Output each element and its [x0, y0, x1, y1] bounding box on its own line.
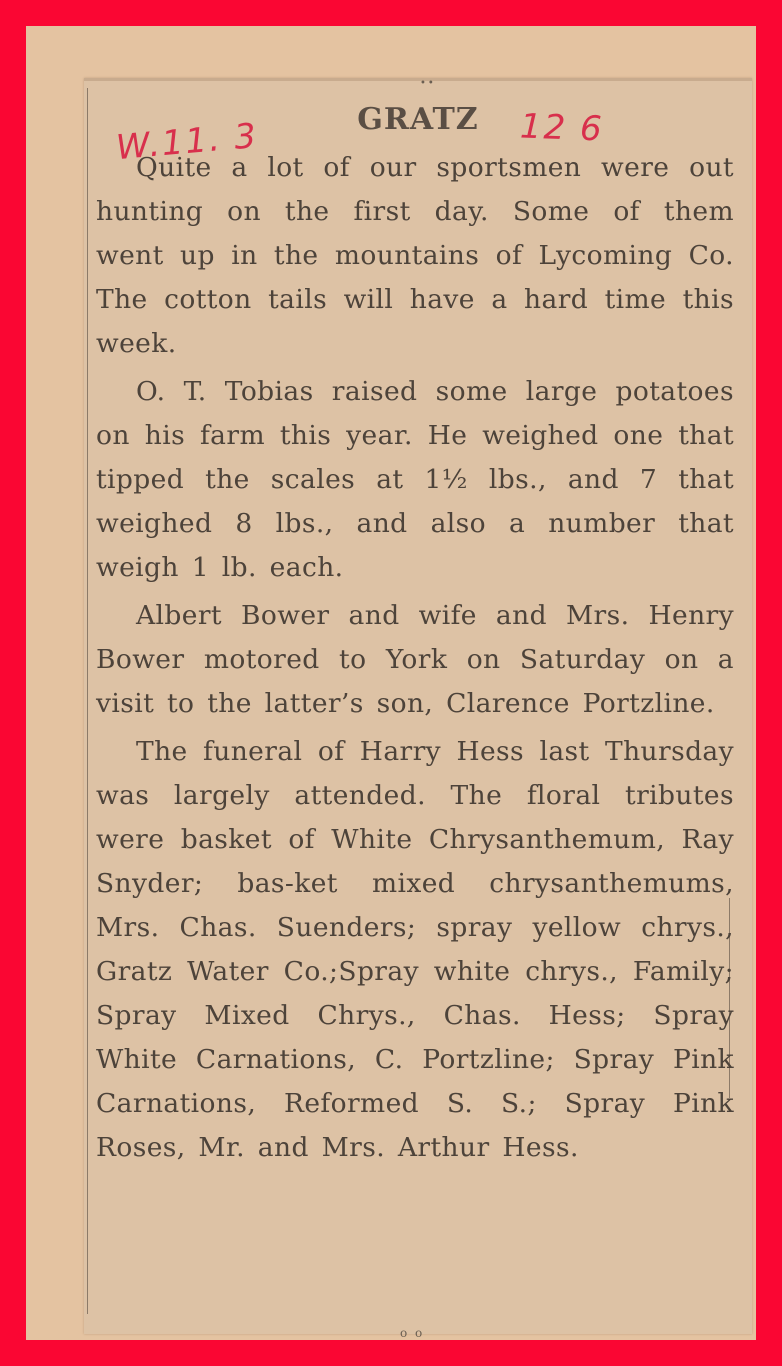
- print-speck-bottom: o o: [400, 1326, 425, 1340]
- article-body: [96, 146, 734, 1174]
- handwritten-annotation-left: W.11. 3: [114, 115, 260, 169]
- clipping-top-edge: [84, 78, 752, 81]
- newspaper-clipping: [84, 78, 752, 1340]
- paragraph-hunting: Quite a lot of our sportsmen were out hunting on the first day. Some of them went up in the mountains of Lycoming Co. The cotton tails will have a hard time this week.: [96, 152, 734, 359]
- print-speck-top: ••: [420, 78, 436, 89]
- column-rule-left: [87, 88, 88, 1314]
- paragraph-potatoes: O. T. Tobias raised some large potatoes on his farm this year. He weighed one that tipped the scales at 1½ lbs., and 7 that weighed 8 lbs., and also a number that weigh 1 lb. each.: [96, 376, 734, 583]
- paragraph-funeral: The funeral of Harry Hess last Thursday was largely attended. The floral tributes were basket of White Chrysanthemum, Ray Snyder; bas-ket mixed chrysanthemums, Mrs. Chas. Suenders; spray yellow chrys., Gratz Water Co.;Spray white chrys., Family; Spray Mixed Chrys., Chas. Hess; Spray White Carnations, C. Portzline; Spray Pink Carnations, Reformed S. S.; Spray Pink Roses, Mr. and Mrs. Arthur Hess.: [96, 736, 734, 1163]
- photo-mat: [26, 26, 756, 1340]
- headline: GRATZ: [357, 102, 479, 137]
- paragraph-york-visit: Albert Bower and wife and Mrs. Henry Bower motored to York on Saturday on a visit to the latter’s son, Clarence Portzline.: [96, 600, 734, 719]
- handwritten-annotation-right: 12 6: [519, 106, 605, 150]
